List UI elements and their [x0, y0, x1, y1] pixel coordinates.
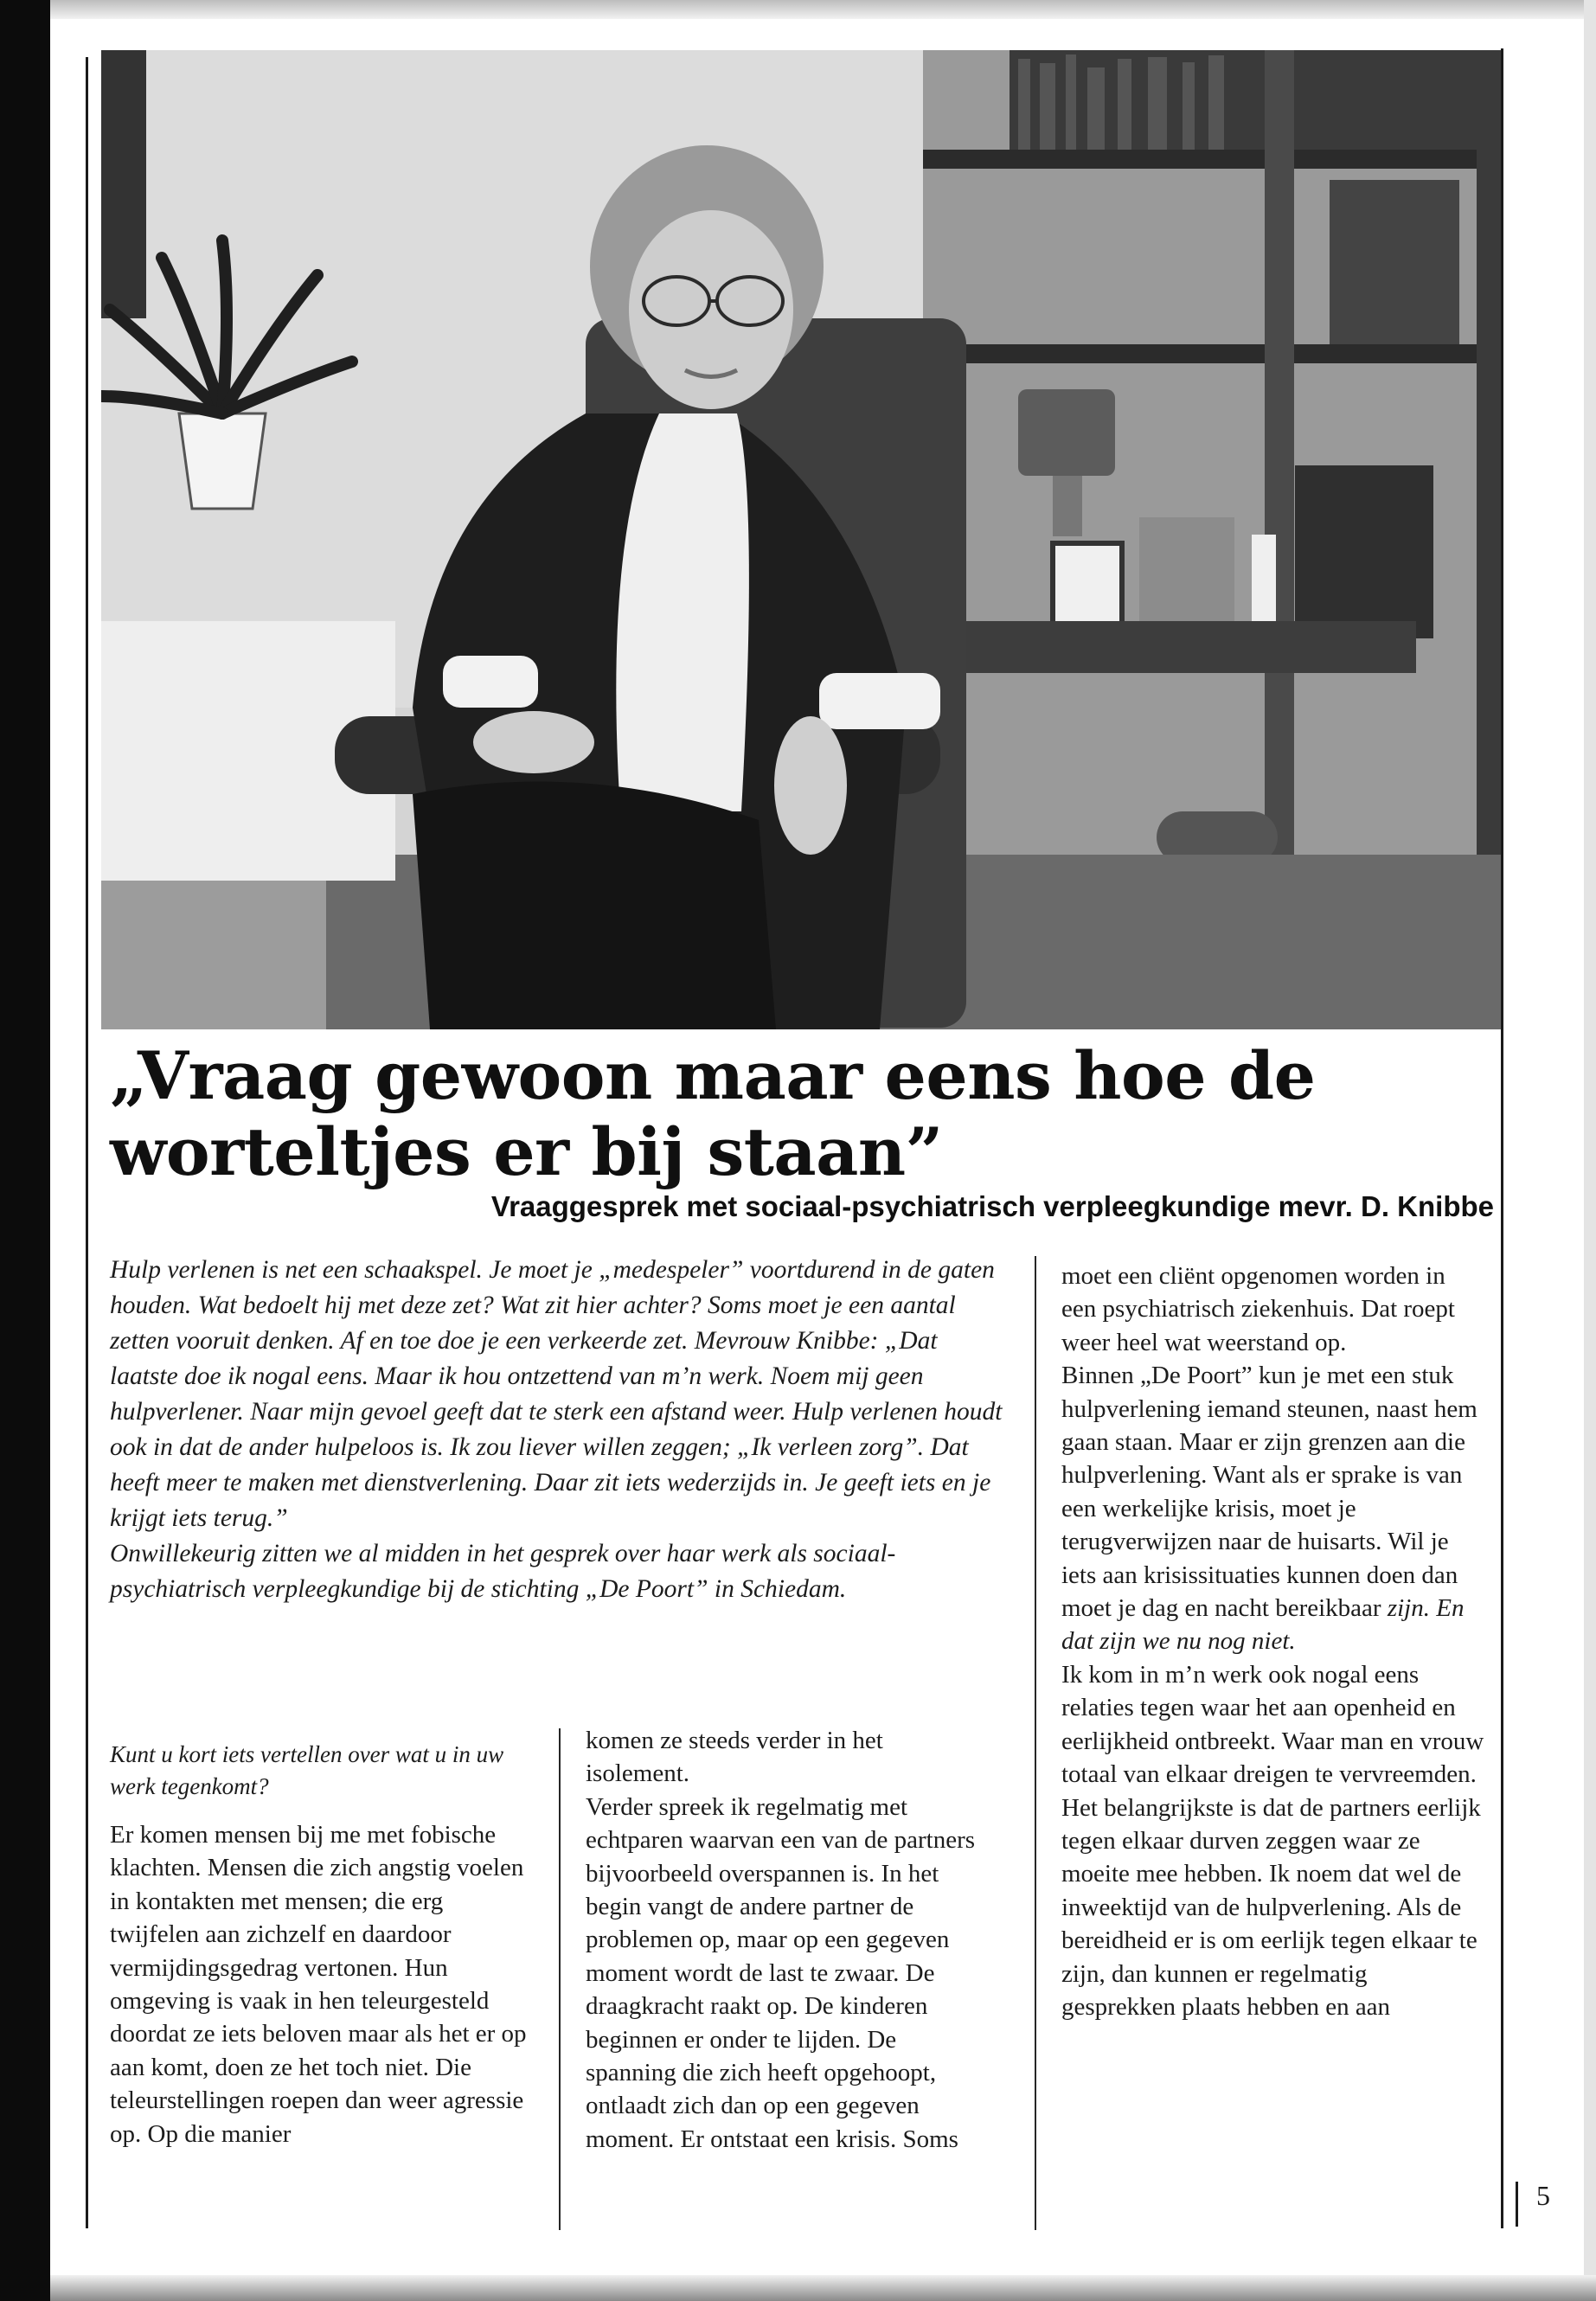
article-column-2 [586, 1724, 984, 2156]
column-paragraph: Verder spreek ik regelmatig met echtparen waarvan een van de partners bijvoorbeeld overspannen is. In het begin vangt de andere partner de problemen op, maar op een gegeven moment wordt de last te zwaar. De draagkracht raakt op. De kinderen beginnen er onder te lijden. De spanning die zich heeft opgehoopt, ontlaadt zich dan op een gegeven moment. Er ontstaat een krisis. Soms [586, 1792, 976, 2153]
scan-edge-left [0, 0, 50, 2301]
column-paragraph: Ik kom in m’n werk ook nogal eens relaties tegen waar het aan openheid en eerlijkheid ontbreekt. Waar man en vrouw totaal van elkaar dreigen te vervreemden. Het belangrijkste is dat de partners eerlijk tegen elkaar durven zeggen waar ze moeite mee hebben. Ik noem dat wel de inweektijd van de hulpverlening. Als de bereidheid er is om eerlijk tegen elkaar te zijn, dan kunnen er regelmatig gesprekken plaats hebben en aan [1061, 1660, 1484, 2021]
scan-edge-right [1584, 0, 1596, 2301]
page-number: 5 [1536, 2180, 1550, 2211]
page-frame-left [86, 57, 88, 2228]
article-subtitle: Vraaggesprek met sociaal-psychiatrisch verpleegkundige mevr. D. Knibbe [490, 1190, 1494, 1222]
column-divider [559, 1728, 561, 2230]
article-headline: „Vraag gewoon maar eens hoe de worteltjes er bij staan” [110, 1037, 1316, 1190]
interview-question: Kunt u kort iets vertellen over wat u in uw werk tegenkomt? [110, 1741, 504, 1799]
page-number-rule [1516, 2182, 1518, 2227]
column-text: Binnen „De Poort” kun je met een stuk hulpverlening iemand steunen, naast hem gaan staan. Maar er zijn grenzen aan die hulpverlening. Want als er sprake is van een werkelijke krisis, moet je terugverwijzen naar de huisarts. Wil je iets aan krisissituaties kunnen doen dan moet je dag en nacht bereikbaar [1061, 1362, 1477, 1623]
column-paragraph: moet een cliënt opgenomen worden in een psychiatrisch ziekenhuis. Dat roept weer heel wat weerstand op. [1061, 1262, 1455, 1356]
intro-paragraph: Hulp verlenen is net een schaakspel. Je moet je „medespeler” voortdurend in de gaten houden. Wat bedoelt hij met deze zet? Wat zit hier achter? Soms moet je een aantal zetten vooruit denken. Af en toe doe je een verkeerde zet. Mevrouw Knibbe: „Dat laatste doe ik nogal eens. Maar ik hou ontzettend van m’n werk. Noem mij geen hulpverlener. Naar mijn gevoel geeft dat te sterk een afstand weer. Hulp verlenen houdt ook in dat de ander hulpeloos is. Ik zou liever willen zeggen; „Ik verleen zorg”. Dat heeft meer te maken met dienstverlening. Daar zit iets wederzijds in. Je geeft iets en je krijgt iets terug.” [110, 1256, 1003, 1532]
column-text-italic: zijn. En dat zijn we nu nog niet. [1061, 1594, 1465, 1656]
page-frame-right [1501, 48, 1503, 2228]
article-column-3 [1061, 1259, 1485, 2023]
intro-paragraph: Onwillekeurig zitten we al midden in het gesprek over haar werk als sociaal-psychiatrisch verpleegkundige bij de stichting „De Poort” in Schiedam. [110, 1540, 896, 1603]
article-intro [110, 1253, 1010, 1607]
scan-edge-top [50, 0, 1596, 19]
column-paragraph: komen ze steeds verder in het isolement. [586, 1727, 883, 1788]
column-paragraph [1061, 1359, 1485, 1658]
interview-photo [101, 50, 1501, 1029]
column-paragraph: Er komen mensen bij me met fobische klachten. Mensen die zich angstig voelen in kontakten met mensen; die erg twijfelen aan zichzelf en daardoor vermijdingsgedrag vertonen. Hun omgeving is vaak in hen teleurgesteld doordat ze iets beloven maar als het er op aan komt, doen ze het toch niet. Die teleurstellingen roepen dan weer agressie op. Op die manier [110, 1821, 527, 2148]
column-divider [1035, 1256, 1036, 2230]
scan-edge-bottom [50, 2275, 1596, 2301]
article-column-1 [110, 1739, 534, 2150]
